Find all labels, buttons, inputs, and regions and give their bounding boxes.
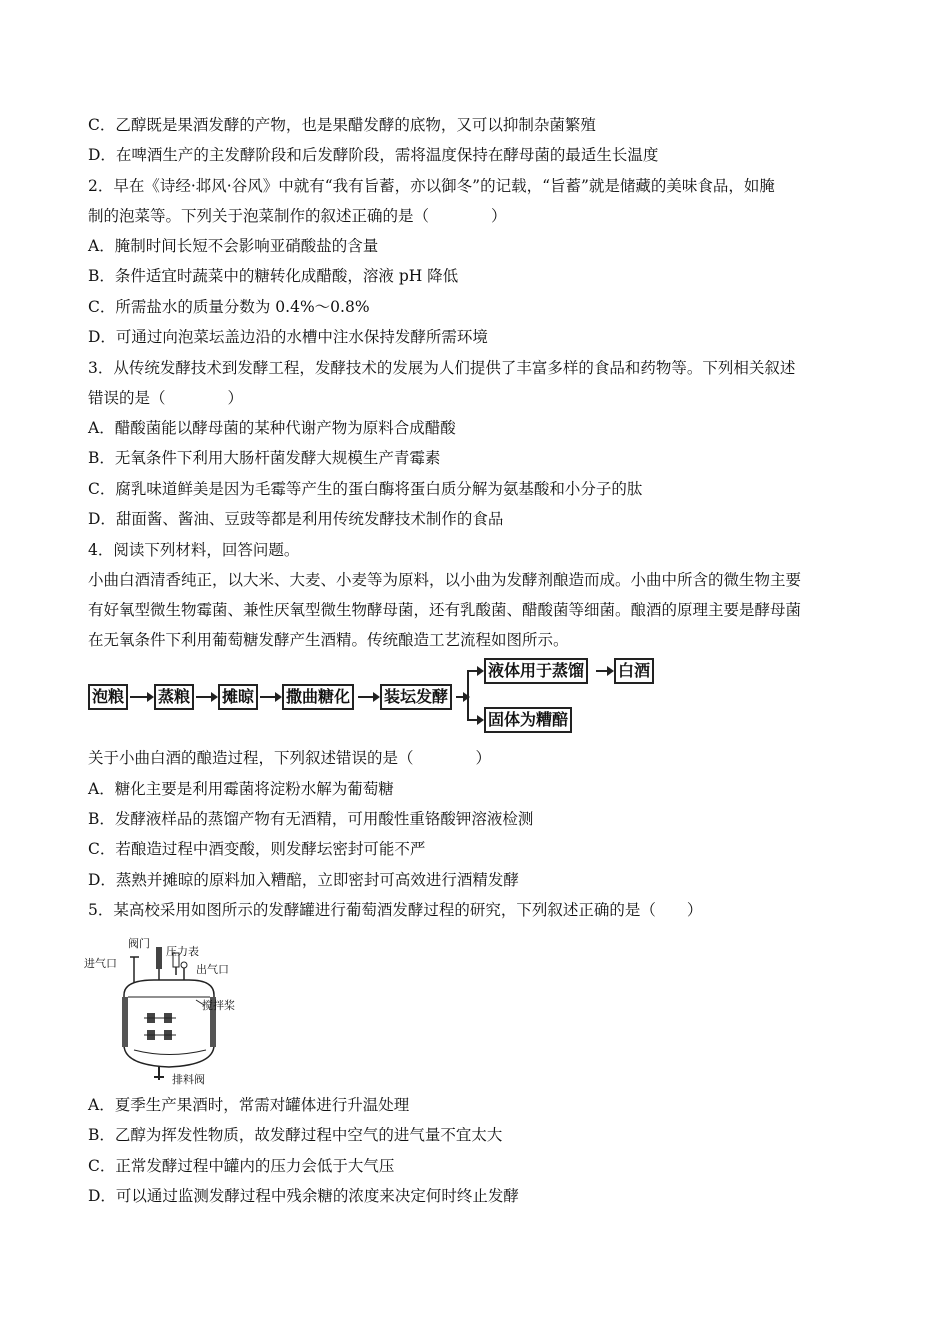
flow-step-2: 蒸粮 — [154, 684, 194, 710]
label-pressure-gauge: 压力表 — [166, 945, 199, 958]
q2-option-d: D．可通过向泡菜坛盖边沿的水槽中注水保持发酵所需环境 — [88, 328, 488, 346]
flow-arrow — [196, 696, 216, 698]
q2-option-a: A．腌制时间长短不会影响亚硝酸盐的含量 — [88, 237, 379, 255]
q5-stem: 5．某高校采用如图所示的发酵罐进行葡萄酒发酵过程的研究，下列叙述正确的是（ ） — [88, 901, 703, 919]
q5-option-b: B．乙醇为挥发性物质，故发酵过程中空气的进气量不宜太大 — [88, 1126, 503, 1144]
q3-option-b: B．无氧条件下利用大肠杆菌发酵大规模生产青霉素 — [88, 449, 441, 467]
flow-arrow — [358, 696, 378, 698]
flow-liquid-distill: 液体用于蒸馏 — [484, 658, 588, 684]
q1-option-d: D．在啤酒生产的主发酵阶段和后发酵阶段，需将温度保持在酵母菌的最适生长温度 — [88, 146, 659, 164]
flow-arrow — [468, 670, 482, 672]
flow-step-1: 泡粮 — [88, 684, 128, 710]
flow-arrow — [260, 696, 280, 698]
q3-option-d: D．甜面酱、酱油、豆豉等都是利用传统发酵技术制作的食品 — [88, 510, 504, 528]
q2-option-b: B．条件适宜时蔬菜中的糖转化成醋酸，溶液 pH 降低 — [88, 267, 459, 285]
label-valve: 阀门 — [128, 937, 150, 950]
q3-option-a: A．醋酸菌能以酵母菌的某种代谢产物为原料合成醋酸 — [88, 419, 456, 437]
q4-question: 关于小曲白酒的酿造过程，下列叙述错误的是（ ） — [88, 749, 492, 767]
label-air-inlet: 进气口 — [84, 957, 117, 970]
q2-option-c: C．所需盐水的质量分数为 0.4%～0.8% — [88, 298, 370, 316]
q4-option-c: C．若酿造过程中酒变酸，则发酵坛密封可能不严 — [88, 840, 426, 858]
flow-arrow — [130, 696, 152, 698]
q4-material-line3: 在无氧条件下利用葡萄糖发酵产生酒精。传统酿造工艺流程如图所示。 — [88, 631, 569, 649]
q3-stem-line1: 3．从传统发酵技术到发酵工程，发酵技术的发展为人们提供了丰富多样的食品和药物等。下列相关叙述 — [88, 359, 796, 377]
flow-solid-zaopei: 固体为糟醅 — [484, 707, 572, 733]
q3-stem-line2: 错误的是（ ） — [88, 389, 244, 407]
q1-option-c: C．乙醇既是果酒发酵的产物，也是果醋发酵的底物，又可以抑制杂菌繁殖 — [88, 116, 596, 134]
fermenter-diagram — [84, 935, 254, 1085]
flow-step-5: 装坛发酵 — [380, 684, 452, 710]
q2-stem-line1: 2．早在《诗经·邶风·谷风》中就有“我有旨蓄，亦以御冬”的记载，“旨蓄”就是储藏的美味食品，如腌 — [88, 177, 775, 195]
flow-branch-line — [467, 670, 469, 721]
q4-material-line1: 小曲白酒清香纯正，以大米、大麦、小麦等为原料，以小曲为发酵剂酿造而成。小曲中所含的微生物主要 — [88, 571, 802, 589]
q5-option-a: A．夏季生产果酒时，常需对罐体进行升温处理 — [88, 1096, 410, 1114]
q4-material-line2: 有好氧型微生物霉菌、兼性厌氧型微生物酵母菌，还有乳酸菌、醋酸菌等细菌。酿酒的原理主要是酵母菌 — [88, 601, 802, 619]
flow-arrow — [596, 670, 612, 672]
label-discharge-valve: 排料阀 — [172, 1073, 205, 1086]
flow-step-3: 摊晾 — [218, 684, 258, 710]
q4-option-d: D．蒸熟并摊晾的原料加入糟醅，立即密封可高效进行酒精发酵 — [88, 871, 519, 889]
q5-option-c: C．正常发酵过程中罐内的压力会低于大气压 — [88, 1157, 395, 1175]
q3-option-c: C．腐乳味道鲜美是因为毛霉等产生的蛋白酶将蛋白质分解为氨基酸和小分子的肽 — [88, 480, 643, 498]
q2-stem-line2: 制的泡菜等。下列关于泡菜制作的叙述正确的是（ ） — [88, 207, 507, 225]
flow-baijiu: 白酒 — [614, 658, 654, 684]
q5-option-d: D．可以通过监测发酵过程中残余糖的浓度来决定何时终止发酵 — [88, 1187, 519, 1205]
label-air-outlet: 出气口 — [196, 963, 229, 976]
q4-option-b: B．发酵液样品的蒸馏产物有无酒精，可用酸性重铬酸钾溶液检测 — [88, 810, 534, 828]
flow-arrow — [468, 719, 482, 721]
q4-stem: 4．阅读下列材料，回答问题。 — [88, 541, 300, 559]
q4-option-a: A．糖化主要是利用霉菌将淀粉水解为葡萄糖 — [88, 780, 394, 798]
label-stirrer: 搅拌桨 — [202, 999, 235, 1012]
flow-step-4: 撒曲糖化 — [282, 684, 354, 710]
brewing-flowchart — [88, 650, 688, 740]
